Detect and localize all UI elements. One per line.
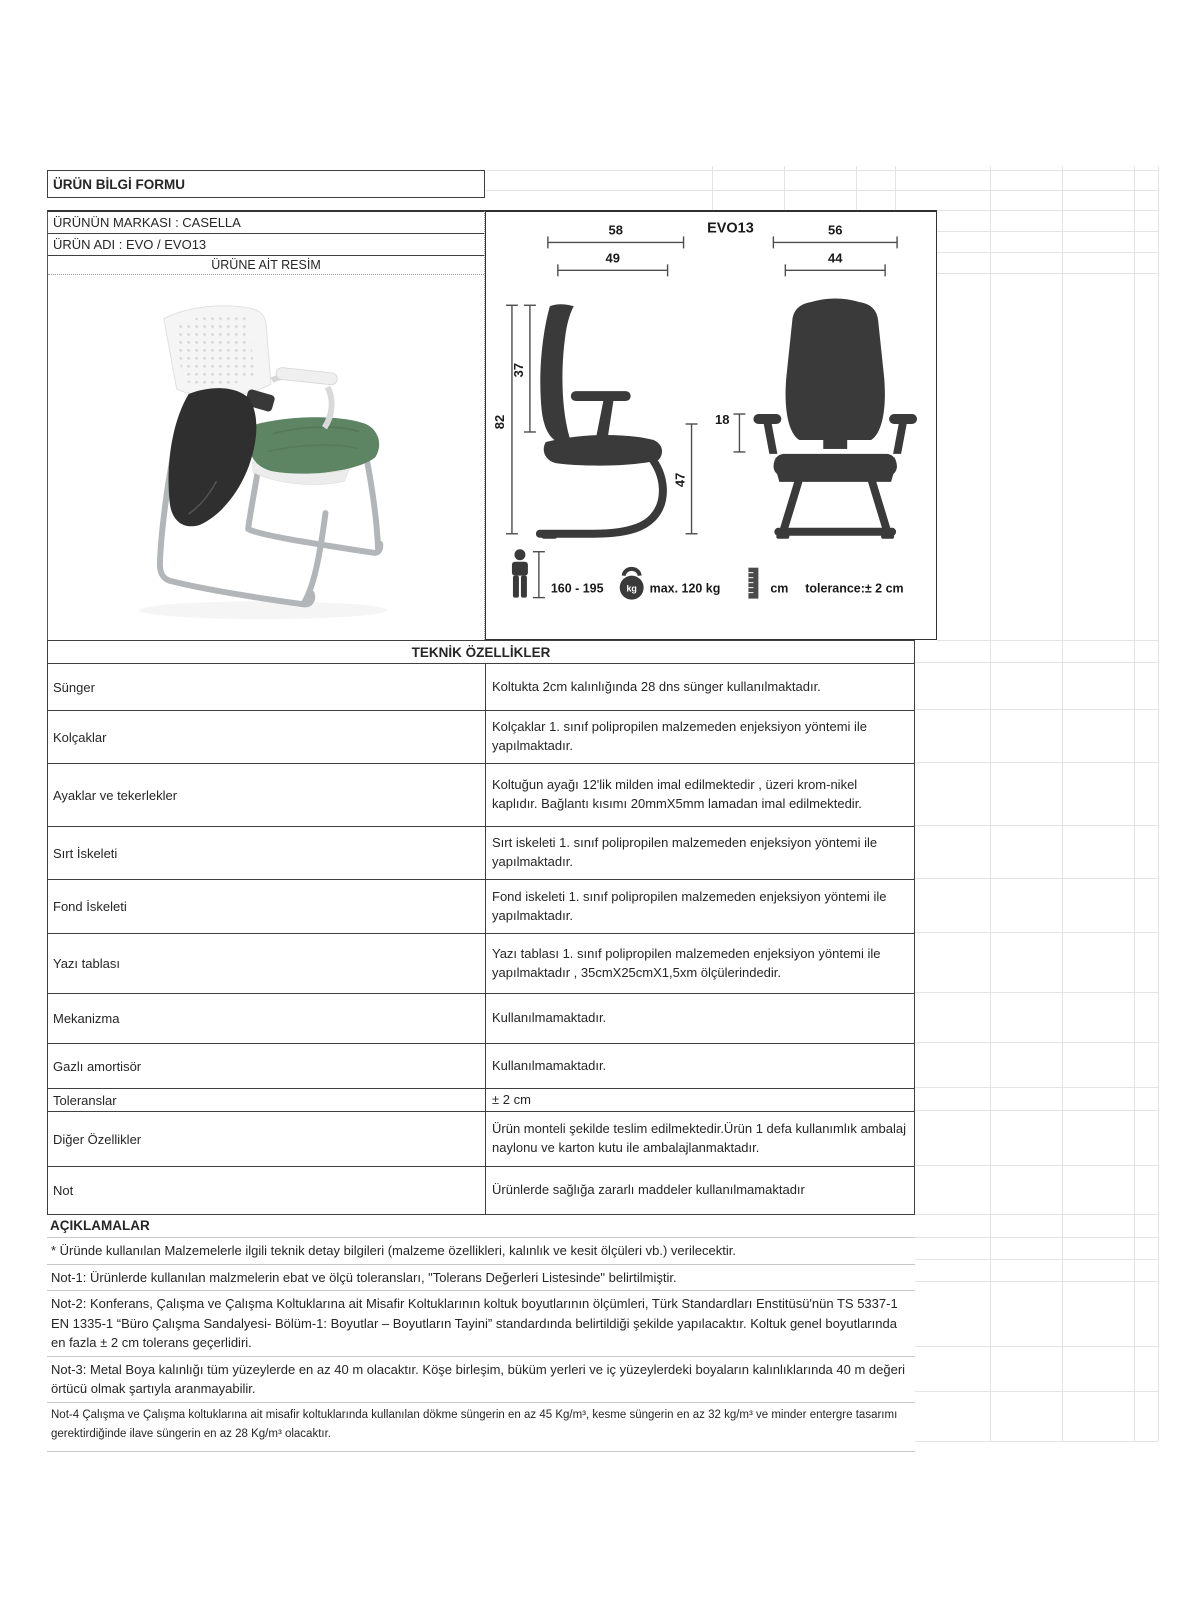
grid-line bbox=[784, 166, 785, 210]
product-photo bbox=[48, 275, 484, 640]
dim-text-37: 37 bbox=[510, 362, 526, 378]
spec-value: Koltukta 2cm kalınlığında 28 dns sünger kullanılmaktadır. bbox=[492, 678, 821, 694]
spec-label: Sünger bbox=[48, 664, 486, 710]
spec-value: Ürünlerde sağlığa zararlı maddeler kullanılmamaktadır bbox=[492, 1182, 805, 1198]
dim-front-width-seat bbox=[785, 264, 885, 276]
spec-label: Ayaklar ve tekerlekler bbox=[48, 764, 486, 826]
spec-value: Ürün monteli şekilde teslim edilmektedir.Ürün 1 defa kullanımlık ambalaj naylonu ve karton kutu ile ambalajlanmaktadır. bbox=[492, 1121, 907, 1155]
grid-line bbox=[915, 1281, 1158, 1282]
table-row bbox=[48, 663, 914, 710]
tolerance-label: tolerance:± 2 cm bbox=[805, 581, 904, 596]
grid-line bbox=[915, 1237, 1158, 1238]
spec-label: Kolçaklar bbox=[48, 711, 486, 763]
grid-line bbox=[915, 825, 1158, 826]
person-range-label: 160 - 195 bbox=[550, 581, 604, 596]
table-row bbox=[48, 993, 914, 1043]
grid-line bbox=[937, 640, 1158, 641]
dim-arm-height bbox=[733, 414, 745, 452]
spec-label: Mekanizma bbox=[48, 994, 486, 1043]
spec-value: Sırt iskeleti 1. sınıf polipropilen malzemeden enjeksiyon yöntemi ile yapılmaktadır. bbox=[492, 835, 878, 869]
kg-glyph: kg bbox=[626, 583, 637, 594]
model-label: EVO13 bbox=[707, 220, 754, 237]
grid-line bbox=[712, 166, 713, 210]
grid-line bbox=[937, 210, 1158, 211]
dim-side-width-top bbox=[548, 236, 684, 248]
grid-line bbox=[915, 1259, 1158, 1260]
grid-line bbox=[856, 166, 857, 210]
spec-value: Kolçaklar 1. sınıf polipropilen malzemeden enjeksiyon yöntemi ile yapılmaktadır. bbox=[492, 719, 868, 753]
cm-label: cm bbox=[770, 581, 789, 596]
grid-line bbox=[915, 762, 1158, 763]
armrest-pad bbox=[275, 367, 337, 385]
spec-label: Fond İskeleti bbox=[48, 880, 486, 933]
chair-side-view bbox=[540, 304, 663, 538]
dim-text-44: 44 bbox=[828, 250, 843, 266]
grid-line bbox=[937, 273, 1158, 274]
grid-line bbox=[915, 1042, 1158, 1043]
grid-line bbox=[915, 1087, 1158, 1088]
tech-specs-header: TEKNİK ÖZELLİKLER bbox=[411, 644, 551, 660]
grid-line bbox=[915, 662, 1158, 663]
grid-line bbox=[1062, 166, 1063, 1441]
dim-text-82: 82 bbox=[491, 414, 507, 430]
dim-text-49: 49 bbox=[605, 250, 620, 266]
person-icon bbox=[512, 549, 528, 597]
grid-line bbox=[486, 170, 1158, 171]
form-title-cell bbox=[47, 170, 485, 198]
grid-line bbox=[990, 166, 991, 1441]
note-line: Not-4 Çalışma ve Çalışma koltuklarına ait misafir koltuklarında kullanılan dökme süngerin en az 45 Kg/m³, kesme süngerin en az 32 kg/m³ ve minder entergre tasarımı gerektirdiğinde ilave süngerin en az 28 Kg/m³ olacaktır. bbox=[47, 1403, 915, 1452]
form-title: ÜRÜN BİLGİ FORMU bbox=[53, 176, 185, 192]
explanations-header: AÇIKLAMALAR bbox=[47, 1215, 915, 1238]
dim-text-58: 58 bbox=[608, 222, 623, 238]
grid-line bbox=[915, 709, 1158, 710]
spec-value: Kullanılmamaktadır. bbox=[492, 1057, 607, 1073]
writing-tablet bbox=[169, 388, 257, 526]
chair-front-view bbox=[753, 299, 917, 539]
note-line: Not-2: Konferans, Çalışma ve Çalışma Koltuklarına ait Misafir Koltuklarının koltuk boyutlarının ölçümleri, Türk Standardları Enstitüsü'nün TS 5337-1 EN 1335-1 “Büro Çalışma Sandalyesi- Bölüm-1: Boyutlar – Boyutların Tayini” standardında belirtildiği şekilde yapılacaktır. Koltuk genel boyutlarında en fazla ± 2 cm tolerans geçerlidiri. bbox=[47, 1291, 915, 1357]
note-line: * Üründe kullanılan Malzemelerle ilgili teknik detay bilgileri (malzeme özellikleri, kalınlık ve kesit ölçüleri vb.) verilecektir. bbox=[47, 1238, 915, 1265]
dimension-drawing bbox=[486, 212, 935, 638]
grid-line bbox=[915, 1214, 1158, 1215]
grid-line bbox=[915, 878, 1158, 879]
table-row bbox=[48, 1043, 914, 1088]
dim-total-height bbox=[506, 305, 518, 533]
product-name-row: ÜRÜN ADI : EVO / EVO13 bbox=[48, 234, 484, 256]
dim-side-width-seat bbox=[558, 264, 668, 276]
spec-label: Diğer Özellikler bbox=[48, 1112, 486, 1166]
dim-text-47: 47 bbox=[672, 472, 688, 488]
table-row bbox=[48, 763, 914, 826]
note-line: Not-3: Metal Boya kalınlığı tüm yüzeylerde en az 40 m olacaktır. Köşe birleşim, büküm yerleri ve iç yüzeylerdeki boyaların kalınlıklarında 40 m değeri örtücü olmak şartıyla aranmayabilir. bbox=[47, 1357, 915, 1403]
brand-row: ÜRÜNÜN MARKASI : CASELLA bbox=[48, 212, 484, 234]
grid-line bbox=[937, 231, 1158, 232]
image-caption: ÜRÜNE AİT RESİM bbox=[48, 256, 484, 275]
table-row bbox=[48, 879, 914, 933]
grid-line bbox=[1134, 166, 1135, 1441]
weight-icon bbox=[620, 569, 644, 600]
technical-drawing-panel bbox=[485, 210, 937, 640]
table-row bbox=[48, 826, 914, 879]
grid-line bbox=[915, 1391, 1158, 1392]
grid-line bbox=[915, 1346, 1158, 1347]
tech-specs-table bbox=[47, 640, 915, 1215]
spec-value: Koltuğun ayağı 12'lik milden imal edilmektedir , üzeri krom-nikel kaplıdır. Bağlantı kısımı 20mmX5mm lamadan imal edilmektedir. bbox=[492, 777, 862, 811]
note-line: Not-1: Ürünlerde kullanılan malzmelerin ebat ve ölçü toleransları, "Tolerans Değerleri Listesinde" belirtilmiştir. bbox=[47, 1265, 915, 1292]
person-height-line bbox=[533, 552, 545, 598]
table-row bbox=[48, 1111, 914, 1166]
table-row bbox=[48, 1166, 914, 1214]
dim-text-56: 56 bbox=[828, 222, 843, 238]
table-row bbox=[48, 710, 914, 763]
grid-line bbox=[915, 1110, 1158, 1111]
grid-line bbox=[915, 932, 1158, 933]
grid-line bbox=[915, 992, 1158, 993]
explanations-section bbox=[47, 1215, 915, 1452]
backrest-perforation bbox=[175, 315, 255, 386]
table-row bbox=[48, 1088, 914, 1111]
max-weight-label: max. 120 kg bbox=[649, 581, 721, 596]
grid-line bbox=[915, 1165, 1158, 1166]
ruler-icon bbox=[748, 568, 758, 599]
grid-line bbox=[915, 1441, 1158, 1442]
dim-front-width-top bbox=[773, 236, 897, 248]
product-identity-panel bbox=[47, 210, 485, 640]
dim-text-18: 18 bbox=[715, 412, 730, 428]
armrest-support bbox=[325, 387, 332, 428]
spec-label: Sırt İskeleti bbox=[48, 827, 486, 879]
spec-label: Gazlı amortisör bbox=[48, 1044, 486, 1088]
spec-label: Yazı tablası bbox=[48, 934, 486, 993]
spec-value: Kullanılmamaktadır. bbox=[492, 1010, 607, 1026]
grid-line bbox=[486, 190, 1158, 191]
spec-value: Fond iskeleti 1. sınıf polipropilen malzemeden enjeksiyon yöntemi ile yapılmaktadır. bbox=[492, 888, 887, 923]
grid-line bbox=[1158, 166, 1159, 1441]
spec-value: ± 2 cm bbox=[492, 1091, 531, 1107]
grid-line bbox=[937, 252, 1158, 253]
spec-label: Not bbox=[48, 1167, 486, 1214]
chair-shadow bbox=[139, 601, 387, 619]
spec-value: Yazı tablası 1. sınıf polipropilen malzemeden enjeksiyon yöntemi ile yapılmaktadır , 35cmX25cmX1,5xm ölçülerindedir. bbox=[492, 945, 881, 980]
table-row bbox=[48, 933, 914, 993]
product-photo-illustration bbox=[48, 275, 484, 640]
spec-label: Toleranslar bbox=[48, 1089, 486, 1111]
